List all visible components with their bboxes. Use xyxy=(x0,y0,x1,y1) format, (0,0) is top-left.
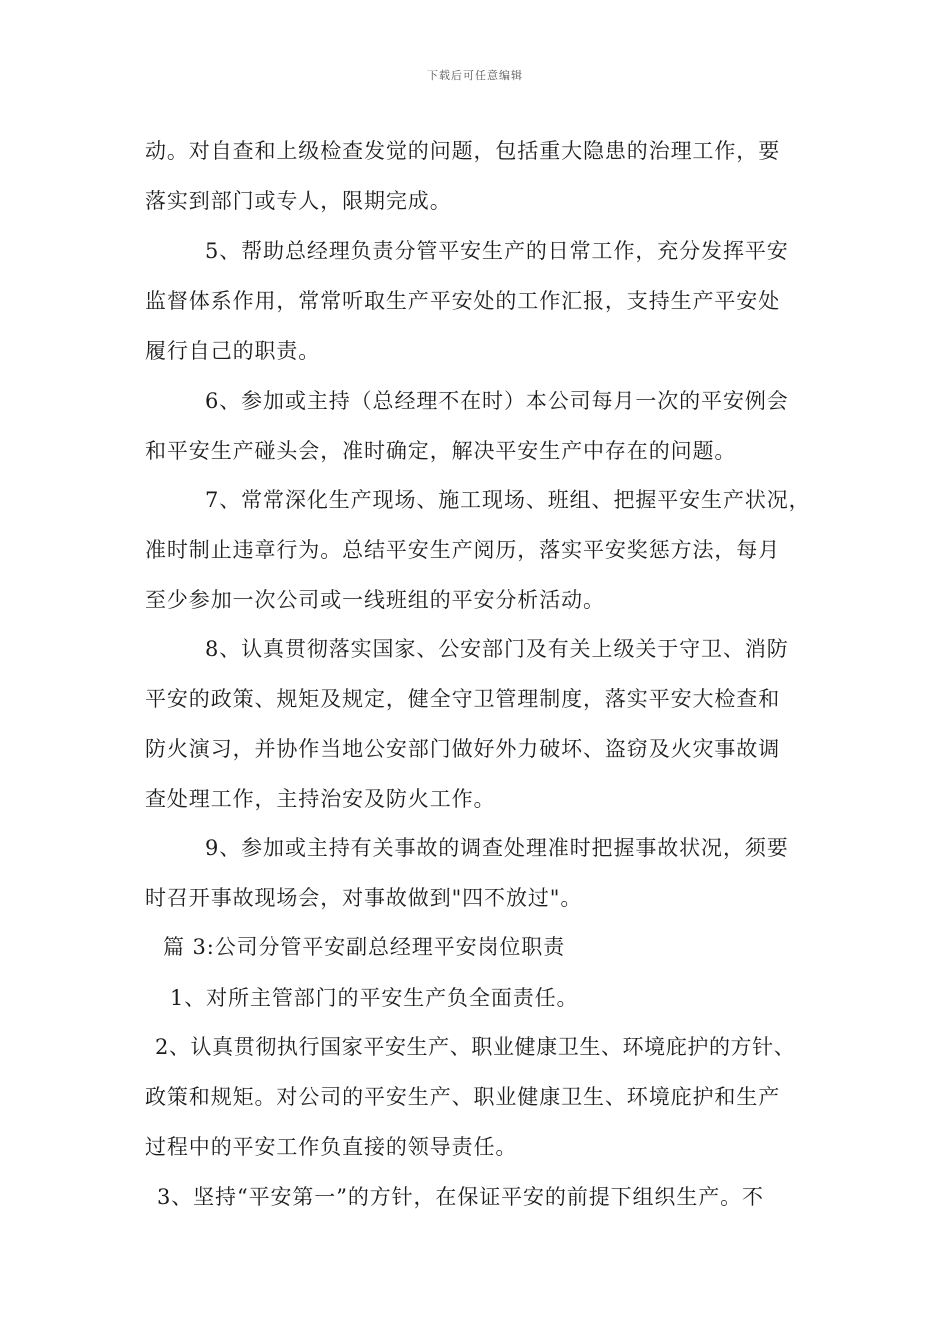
header-note: 下载后可任意编辑 xyxy=(427,69,523,82)
text-line: 9、参加或主持有关事故的调查处理准时把握事故状况，须要 xyxy=(205,836,789,860)
text-line: 1、对所主管部门的平安生产负全面责任。 xyxy=(170,986,579,1010)
text-line: 履行自己的职责。 xyxy=(145,339,321,363)
text-line: 3、坚持“平安第一”的方针，在保证平安的前提下组织生产。不 xyxy=(157,1185,764,1209)
text-line: 至少参加一次公司或一线班组的平安分析活动。 xyxy=(145,588,605,612)
text-line: 平安的政策、规矩及规定，健全守卫管理制度，落实平安大检查和 xyxy=(145,687,781,711)
text-line: 监督体系作用，常常听取生产平安处的工作汇报，支持生产平安处 xyxy=(145,289,781,313)
text-line: 落实到部门或专人，限期完成。 xyxy=(145,189,452,213)
text-line: 查处理工作，主持治安及防火工作。 xyxy=(145,787,496,811)
text-line: 过程中的平安工作负直接的领导责任。 xyxy=(145,1135,518,1159)
text-line: 和平安生产碰头会，准时确定，解决平安生产中存在的问题。 xyxy=(145,439,737,463)
text-line: 6、参加或主持（总经理不在时）本公司每月一次的平安例会 xyxy=(205,389,789,413)
text-line: 5、帮助总经理负责分管平安生产的日常工作，充分发挥平安 xyxy=(205,239,789,263)
text-line: 动。对自查和上级检查发觉的问题，包括重大隐患的治理工作，要 xyxy=(145,139,781,163)
text-line: 8、认真贯彻落实国家、公安部门及有关上级关于守卫、消防 xyxy=(205,637,789,661)
text-line: 防火演习，并协作当地公安部门做好外力破坏、盗窃及火灾事故调 xyxy=(145,737,781,761)
text-line: 政策和规矩。对公司的平安生产、职业健康卫生、环境庇护和生产 xyxy=(145,1085,781,1109)
text-line: 7、常常深化生产现场、施工现场、班组、把握平安生产状况， xyxy=(205,488,811,512)
text-line: 准时制止违章行为。总结平安生产阅历，落实平安奖惩方法，每月 xyxy=(145,538,781,562)
section-heading: 篇 3:公司分管平安副总经理平安岗位职责 xyxy=(163,935,566,959)
text-line: 2、认真贯彻执行国家平安生产、职业健康卫生、环境庇护的方针、 xyxy=(155,1035,796,1059)
text-line: 时召开事故现场会，对事故做到"四不放过"。 xyxy=(145,886,583,910)
